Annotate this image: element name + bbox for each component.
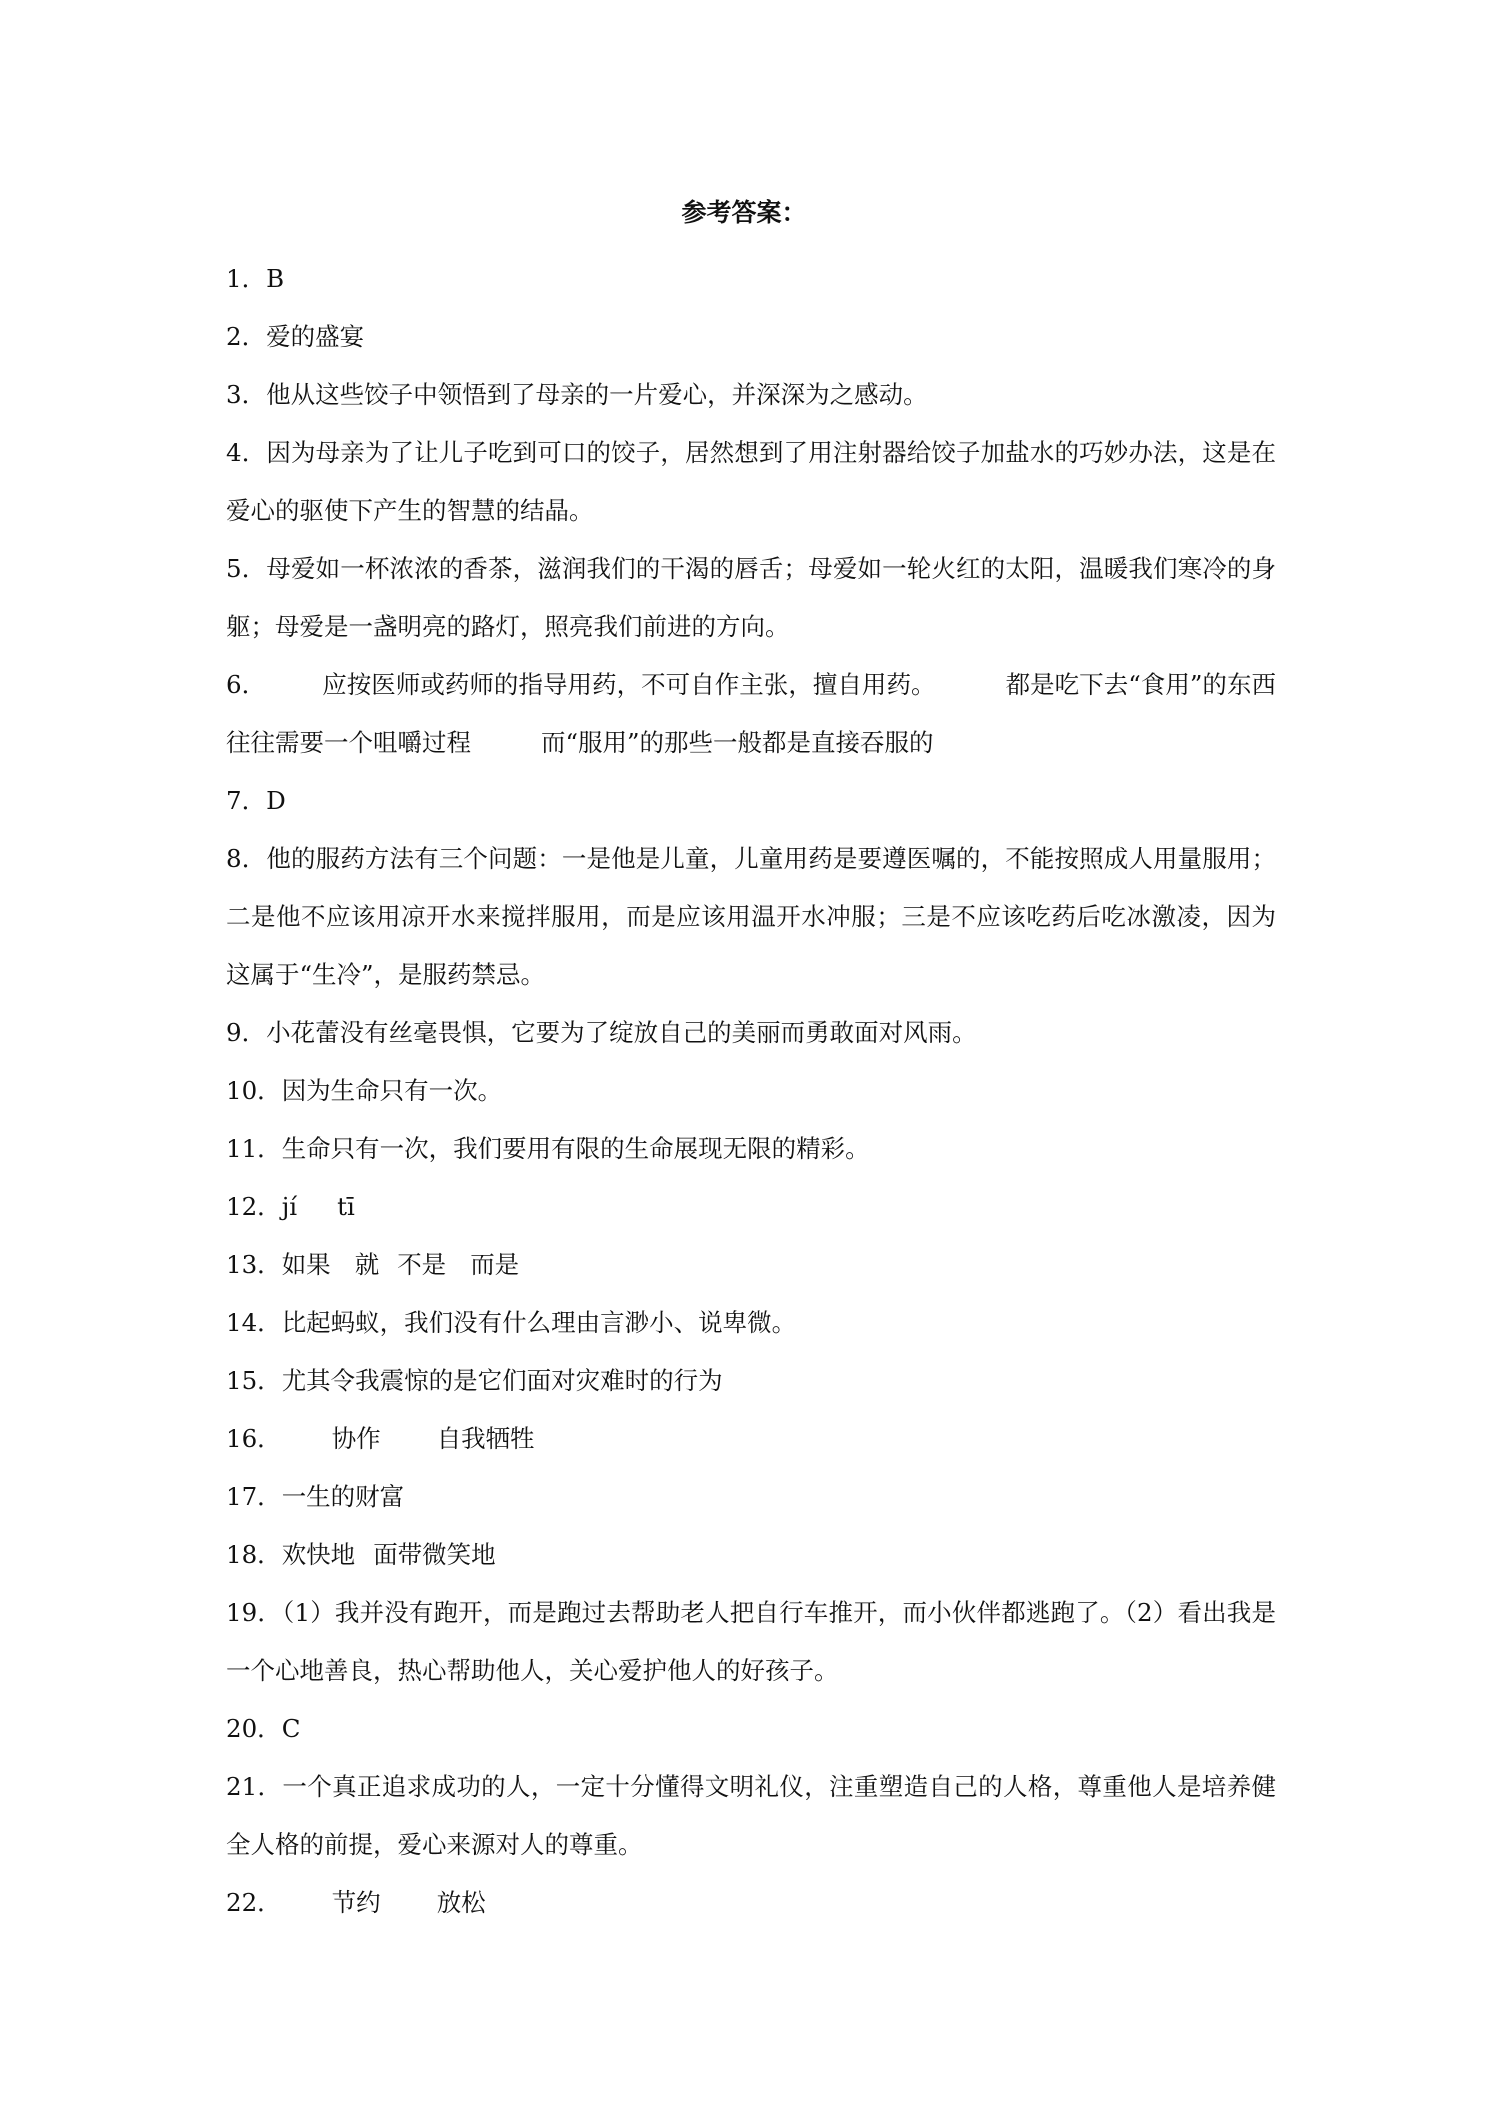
answer-22 [226,1874,1276,1932]
answer-blank-b: 面带微笑地 [373,1540,496,1569]
answer-11 [226,1120,1276,1178]
answer-text: 尤其令我震惊的是它们面对灾难时的行为 [281,1366,723,1395]
answer-3 [226,366,1276,424]
answer-10 [226,1062,1276,1120]
answer-number: 4． [226,438,267,467]
answer-text: 一个真正追求成功的人，一定十分懂得文明礼仪，注重塑造自己的人格，尊重他人是培养健全人格的前提，爱心来源对人的尊重。 [226,1772,1276,1859]
answer-number: 9． [226,1018,267,1047]
answer-14 [226,1294,1276,1352]
answer-8 [226,830,1276,1004]
answer-number: 5． [226,554,267,583]
answer-13 [226,1236,1276,1294]
answer-number: 6． [226,670,267,699]
answer-17 [226,1468,1276,1526]
page-title: 参考答案： [681,198,807,227]
answer-16 [226,1410,1276,1468]
answer-blank-a: 节约 [331,1888,381,1917]
answer-number: 22． [226,1888,282,1917]
answer-text: C [281,1714,301,1743]
answer-text: 一生的财富 [281,1482,405,1511]
answer-number: 3． [226,380,267,409]
answer-text: B [266,264,285,293]
answer-list [226,250,1276,1932]
answer-number: 7． [226,786,267,815]
answer-text: 爱的盛宴 [266,322,365,351]
answer-number: 8． [226,844,267,873]
answer-15 [226,1352,1276,1410]
answer-4 [226,424,1276,540]
answer-text: （1）我并没有跑开，而是跑过去帮助老人把自行车推开，而小伙伴都逃跑了。（2）看出我是一个心地善良，热心帮助他人，关心爱护他人的好孩子。 [226,1598,1276,1685]
answer-5 [226,540,1276,656]
answer-9 [226,1004,1276,1062]
answer-blank-a: 协作 [331,1424,381,1453]
answer-number: 14． [226,1308,282,1337]
answer-part-2: 都是吃下去“食用”的东西往往需要一个咀嚼过程 [226,670,1276,757]
answer-2 [226,308,1276,366]
answer-number: 16． [226,1424,282,1453]
answer-number: 18． [226,1540,282,1569]
answer-blank-b: 就 [354,1250,380,1279]
answer-blank-a: jí [281,1192,298,1221]
answer-number: 21． [226,1772,283,1801]
answer-blank-b: tī [337,1192,355,1221]
answer-text: 因为母亲为了让儿子吃到可口的饺子，居然想到了用注射器给饺子加盐水的巧妙办法，这是在爱心的驱使下产生的智慧的结晶。 [226,438,1277,525]
answer-21 [226,1758,1276,1874]
answer-blank-a: 如果 [281,1250,331,1279]
answer-number: 17． [226,1482,282,1511]
answer-text: 小花蕾没有丝毫畏惧，它要为了绽放自己的美丽而勇敢面对风雨。 [266,1018,977,1047]
answer-text: 他从这些饺子中领悟到了母亲的一片爱心，并深深为之感动。 [266,380,928,409]
answer-number: 20． [226,1714,282,1743]
answer-18 [226,1526,1276,1584]
answer-blank-b: 自我牺牲 [436,1424,535,1453]
answer-6 [226,656,1276,772]
answer-text: 母爱如一杯浓浓的香茶，滋润我们的干渴的唇舌；母爱如一轮火红的太阳，温暖我们寒冷的身躯；母爱是一盏明亮的路灯，照亮我们前进的方向。 [226,554,1277,641]
answer-number: 10． [226,1076,282,1105]
answer-number: 1． [226,264,267,293]
answer-number: 13． [226,1250,282,1279]
answer-part-1: 应按医师或药师的指导用药，不可自作主张，擅自用药。 [322,670,936,699]
answer-blank-d: 而是 [470,1250,520,1279]
answer-number: 12． [226,1192,282,1221]
answer-number: 15． [226,1366,282,1395]
answer-text: 他的服药方法有三个问题：一是他是儿童，儿童用药是要遵医嘱的，不能按照成人用量服用；二是他不应该用凉开水来搅拌服用，而是应该用温开水冲服；三是不应该吃药后吃冰激凌，因为这属于“生冷”，是服药禁忌。 [226,844,1277,989]
answer-number: 19． [226,1598,283,1627]
answer-text: 比起蚂蚁，我们没有什么理由言渺小、说卑微。 [281,1308,797,1337]
answer-7 [226,772,1276,830]
answer-text: 因为生命只有一次。 [281,1076,503,1105]
answer-blank-a: 欢快地 [281,1540,356,1569]
answer-number: 2． [226,322,267,351]
answer-blank-b: 放松 [436,1888,486,1917]
answer-12 [226,1178,1276,1236]
answer-1 [226,250,1276,308]
answer-19 [226,1584,1276,1700]
answer-number: 11． [226,1134,282,1163]
answer-text: D [266,786,286,815]
answer-blank-c: 不是 [397,1250,447,1279]
answer-part-3: 而“服用”的那些一般都是直接吞服的 [541,728,934,757]
answer-20 [226,1700,1276,1758]
answer-text: 生命只有一次，我们要用有限的生命展现无限的精彩。 [281,1134,870,1163]
